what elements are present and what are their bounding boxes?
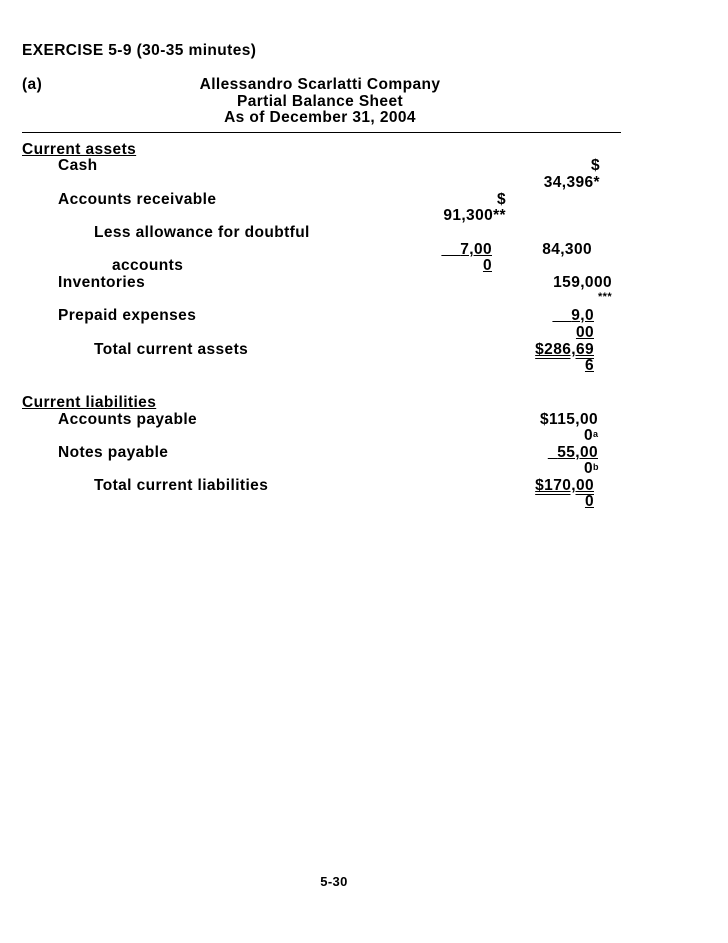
exercise-title: EXERCISE 5-9 (30-35 minutes)	[22, 42, 257, 59]
header-rule	[22, 132, 621, 133]
net-receivables-value: 84,300	[542, 241, 592, 258]
allowance-value-part2: 0	[482, 257, 492, 274]
inventories-label: Inventories	[58, 274, 146, 291]
accounts-payable-note: a	[593, 429, 599, 439]
allowance-label-line2: accounts	[112, 257, 184, 274]
total-current-liabilities-label: Total current liabilities	[94, 477, 269, 494]
prepaid-value-part1: 9,0	[571, 307, 594, 324]
part-label: (a)	[22, 76, 43, 93]
notes-payable-value-part1: 55,00	[557, 444, 598, 461]
accounts-receivable-dollar-sign: $	[496, 191, 506, 208]
accounts-receivable-label: Accounts receivable	[58, 191, 217, 208]
accounts-receivable-value: 91,300**	[443, 207, 506, 224]
notes-payable-label: Notes payable	[58, 444, 169, 461]
statement-title: Partial Balance Sheet	[236, 93, 404, 110]
total-current-liabilities-value-part1: $170,00	[535, 477, 594, 494]
total-current-assets-value-part2: 6	[584, 357, 594, 374]
current-liabilities-heading: Current liabilities	[22, 394, 157, 411]
total-current-assets-value-part1: $286,69	[535, 341, 594, 358]
cash-label: Cash	[58, 157, 98, 174]
cash-dollar-sign: $	[590, 157, 600, 174]
total-current-assets-label: Total current assets	[94, 341, 249, 358]
inventories-note: ***	[597, 291, 612, 303]
accounts-payable-value-part2: 0$^a$	[584, 427, 599, 444]
statement-date: As of December 31, 2004	[224, 109, 416, 126]
accounts-payable-label: Accounts payable	[58, 411, 198, 428]
company-name: Allessandro Scarlatti Company	[199, 76, 441, 93]
inventories-value: 159,000	[553, 274, 612, 291]
prepaid-value-part2: 00	[575, 324, 594, 341]
allowance-value-part1: 7,00	[460, 241, 492, 258]
notes-payable-note: b	[593, 462, 599, 472]
current-assets-heading: Current assets	[22, 141, 137, 158]
cash-value: 34,396*	[543, 174, 600, 191]
page-number: 5-30	[320, 874, 348, 889]
notes-payable-value-part2: 0$^b$	[584, 460, 599, 477]
allowance-label-line1: Less allowance for doubtful	[94, 224, 310, 241]
prepaid-expenses-label: Prepaid expenses	[58, 307, 197, 324]
accounts-payable-value-part1: $115,00	[540, 411, 598, 428]
total-current-liabilities-value-part2: 0	[584, 493, 594, 510]
